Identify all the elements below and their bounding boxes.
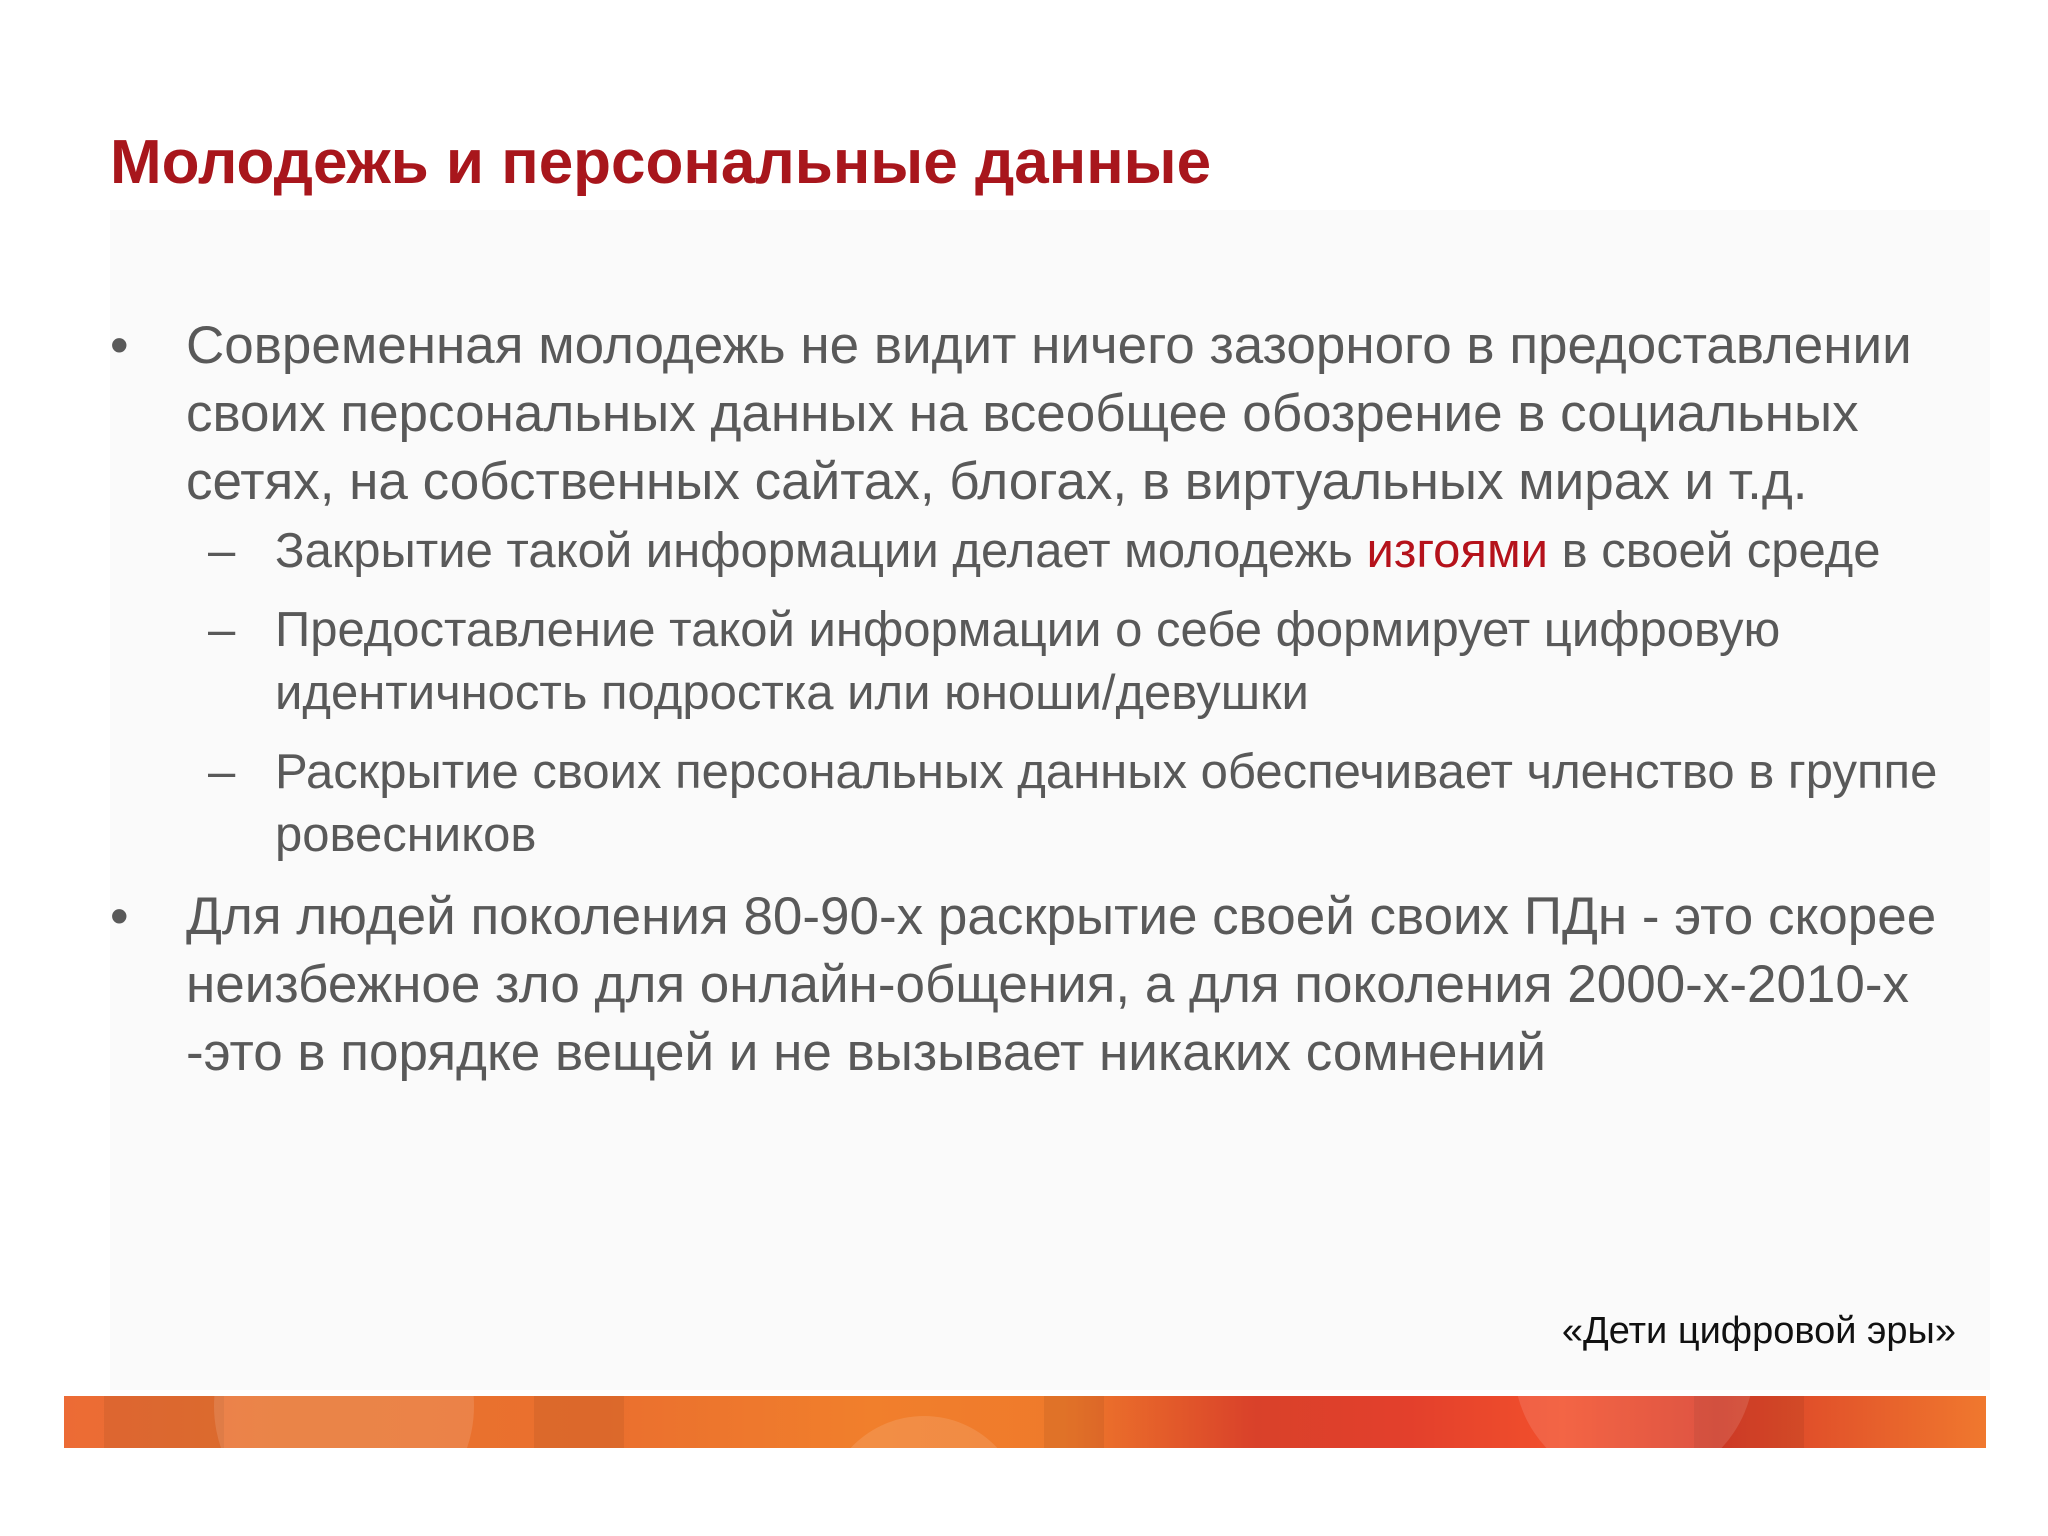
bullet-marker: • (110, 316, 129, 375)
bullet-item (110, 883, 1990, 1087)
footer-decorative-band (64, 1396, 1986, 1448)
bullet-text: Современная молодежь не видит ничего зазорного в предоставлении своих персональных данных на всеобщее обозрение в социальных сетях, на собственных сайтах, блогах, в виртуальных мирах и т.д. (186, 316, 1912, 511)
footer-arc-shape (824, 1416, 1024, 1448)
footer-shade-block (1044, 1396, 1104, 1448)
slide-content (110, 312, 1990, 1087)
sub-bullet-list (110, 520, 1990, 867)
sub-bullet-text: Предоставление такой информации о себе формирует цифровую идентичность подростка или юноши/девушки (275, 603, 1781, 720)
bullet-marker: • (110, 887, 129, 946)
footer-shade-block (534, 1396, 624, 1448)
highlighted-word: изгоями (1366, 524, 1549, 578)
dash-marker: – (208, 745, 236, 799)
sub-bullet-text: Раскрытие своих персональных данных обеспечивает членство в группе ровесников (275, 745, 1938, 862)
sub-bullet-item (110, 520, 1990, 583)
footer-shade-block (104, 1396, 224, 1448)
bullet-item (110, 312, 1990, 516)
dash-marker: – (208, 603, 236, 657)
bullet-text: Для людей поколения 80-90-х раскрытие своей своих ПДн - это скорее неизбежное зло для онлайн-общения, а для поколения 2000-х-2010-х -это в порядке вещей и не вызывает никаких сомнений (186, 887, 1937, 1082)
dash-marker: – (208, 524, 236, 578)
footer-arc-shape (214, 1396, 474, 1448)
sub-bullet-item (110, 741, 1990, 867)
sub-bullet-item (110, 599, 1990, 725)
footer-arc-shape (1514, 1396, 1754, 1448)
slide-title: Молодежь и персональные данные (110, 128, 1212, 197)
source-caption: «Дети цифровой эры» (1561, 1310, 1956, 1352)
sub-bullet-text-after: в своей среде (1548, 524, 1881, 578)
sub-bullet-text-before: Закрытие такой информации делает молодежь (275, 524, 1367, 578)
